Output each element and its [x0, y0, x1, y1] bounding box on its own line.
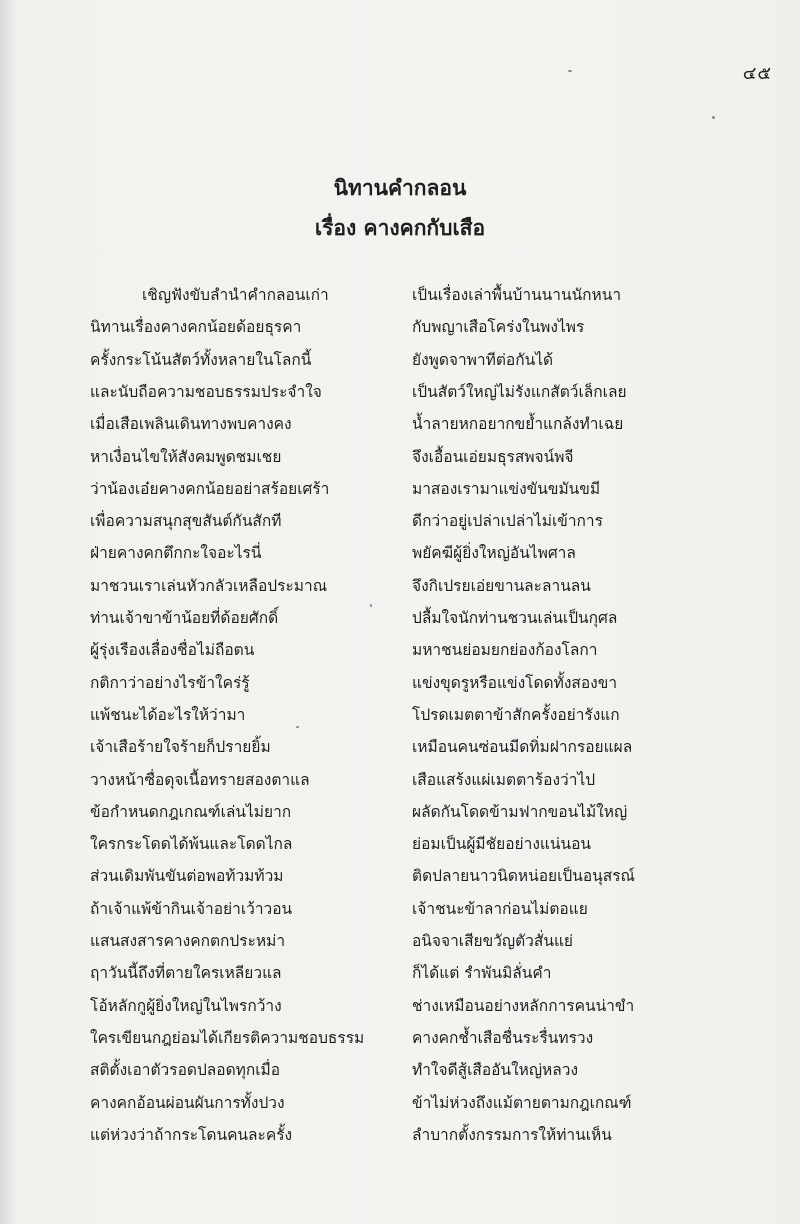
poem-line-first-half: ข้อกำหนดกฎเกณฑ์เล่นไม่ยาก: [90, 802, 292, 821]
poem-line-first-half: และนับถือความชอบธรรมประจำใจ: [90, 382, 322, 401]
poem-line: [0, 282, 800, 314]
poem-line-first-half: เจ้าเสือร้ายใจร้ายก็ปรายยิ้ม: [90, 738, 271, 757]
poem-line-second-half: ก็ได้แต่ รำพันมิลั่นคำ: [412, 964, 552, 983]
poem-line-first-half: ท่านเจ้าขาข้าน้อยที่ด้อยศักดิ์: [90, 609, 279, 627]
poem-line-second-half: เจ้าชนะข้าลาก่อนไม่ตอแย: [412, 899, 588, 918]
poem-line-second-half: เป็นสัตว์ใหญ่ไม่รังแกสัตว์เล็กเลย: [412, 382, 627, 401]
poem-line-first-half: ใครเขียนกฎย่อมได้เกียรติความชอบธรรม: [90, 1028, 365, 1047]
poem-line-second-half: ลำบากตั้งกรรมการให้ท่านเห็น: [412, 1125, 612, 1144]
poem-line: [0, 1122, 800, 1154]
poem-line-second-half: ทำใจดีสู้เสืออันใหญ่หลวง: [412, 1061, 579, 1080]
poem-line: [0, 573, 800, 605]
poem-line-second-half: ข้าไม่ห่วงถึงแม้ตายตามกฎเกณฑ์: [412, 1093, 632, 1112]
poem-line-first-half: แสนสงสารคางคกตกประหม่า: [90, 932, 286, 950]
page-title: นิทานคำกลอน: [333, 175, 467, 200]
poem-line: [0, 863, 800, 895]
poem-line-first-half: แต่ห่วงว่าถ้ากระโดนคนละครั้ง: [90, 1125, 293, 1144]
poem-line-first-half: นิทานเรื่องคางคกน้อยด้อยธุรคา: [90, 318, 302, 337]
poem-line-first-half: เพื่อความสนุกสุขสันต์กันสักที: [90, 512, 282, 531]
poem-line-second-half: ดีกว่าอยู่เปล่าเปล่าไม่เข้าการ: [412, 512, 603, 531]
poem-line: [0, 379, 800, 411]
poem-line-second-half: แข่งขุดรูหรือแข่งโดดทั้งสองขา: [412, 673, 618, 692]
scan-speck: [712, 116, 715, 119]
poem-line-first-half: แพ้ชนะได้อะไรให้ว่ามา: [90, 705, 246, 724]
poem-line-first-half: ครั้งกระโน้นสัตว์ทั้งหลายในโลกนี้: [90, 350, 312, 369]
poem-line-second-half: ปลื้มใจนักท่านชวนเล่นเป็นกุศล: [412, 609, 618, 627]
poem-line: [0, 993, 800, 1025]
poem-line: [0, 347, 800, 379]
poem-line: [0, 1090, 800, 1122]
scan-speck: [568, 70, 572, 72]
poem-line-second-half: ผลัดกันโดดข้ามฟากขอนไม้ใหญ่: [412, 802, 628, 821]
poem-line: [0, 734, 800, 766]
poem-line-second-half: โปรดเมตตาข้าสักครั้งอย่ารังแก: [412, 705, 620, 724]
poem-line-second-half: พยัคฆีผู้ยิ่งใหญ่อันไพศาล: [412, 544, 576, 563]
poem-line-second-half: คางคกช้ำเสือชื่นระรื่นทรวง: [412, 1028, 594, 1047]
poem-line-first-half: ผู้รุ่งเรืองเลื่องชื่อไม่ถือตน: [90, 641, 255, 660]
poem-line: [0, 767, 800, 799]
poem-line-second-half: ย่อมเป็นผู้มีชัยอย่างแน่นอน: [412, 835, 591, 854]
poem-line: [0, 605, 800, 637]
poem-line-first-half: มาชวนเราเล่นหัวกลัวเหลือประมาณ: [90, 576, 328, 595]
poem-line: [0, 540, 800, 572]
poem-line-second-half: เป็นเรื่องเล่าพื้นบ้านนานนักหนา: [412, 286, 622, 304]
poem-line-first-half: โอ้หลักกูผู้ยิ่งใหญ่ในไพรกว้าง: [90, 996, 282, 1015]
poem-line-second-half: ยังพูดจาพาทีต่อกันได้: [412, 350, 554, 369]
poem-line-second-half: เหมือนคนซ่อนมีดทิ่มฝากรอยแผล: [412, 738, 633, 757]
poem-line-first-half: ฤาวันนี้ถึงที่ตายใครเหลียวแล: [90, 964, 282, 983]
poem-line-first-half: วางหน้าซื่อดุจเนื้อทรายสองตาแล: [90, 770, 310, 789]
poem-line-first-half: ส่วนเดิมพันขันต่อพอท้วมท้วม: [90, 867, 284, 886]
poem-line-first-half: ใครกระโดดได้พ้นและโดดไกล: [90, 835, 293, 854]
poem-line-first-half: ถ้าเจ้าแพ้ข้ากินเจ้าอย่าเว้าวอน: [90, 899, 293, 918]
poem-line-second-half: เสือแสร้งแผ่เมตตาร้องว่าไป: [412, 770, 596, 789]
page-number: ๔๕: [742, 63, 772, 84]
poem-line: [0, 1025, 800, 1057]
poem-line: [0, 799, 800, 831]
poem-line-first-half: กติกาว่าอย่างไรข้าใคร่รู้: [90, 673, 250, 692]
poem-line: [0, 928, 800, 960]
poem-line: [0, 637, 800, 669]
poem-line-first-half: สติตั้งเอาตัวรอดปลอดทุกเมื่อ: [90, 1061, 281, 1080]
poem-line-second-half: จึงเอื้อนเอ่ยมธุรสพจน์พจี: [412, 447, 574, 466]
poem-line-second-half: จึงกิเปรยเอ่ยขานละลานลน: [412, 576, 591, 595]
poem-line: [0, 411, 800, 443]
poem-line-first-half: เชิญฟังขับลำนำคำกลอนเก่า: [142, 286, 329, 304]
poem-line-second-half: มหาชนย่อมยกย่องก้องโลกา: [412, 641, 598, 660]
poem-line: [0, 1057, 800, 1089]
poem-line-first-half: เมื่อเสือเพลินเดินทางพบคางคง: [90, 415, 292, 434]
poem-line: [0, 896, 800, 928]
poem-line-first-half: ฝ่ายคางคกตึกกะใจอะไรนี่: [90, 544, 262, 563]
poem-line-first-half: ว่าน้องเอ๋ยคางคกน้อยอย่าสร้อยเศร้า: [90, 479, 330, 498]
poem-line: [0, 831, 800, 863]
poem-line-second-half: น้ำลายหกอยากขย้ำแกล้งทำเฉย: [412, 415, 624, 434]
poem-line: [0, 508, 800, 540]
poem-line-first-half: คางคกอ้อนผ่อนผันการทั้งปวง: [90, 1093, 285, 1112]
poem-line: [0, 702, 800, 734]
poem-line: [0, 960, 800, 992]
poem-line-second-half: กับพญาเสือโคร่งในพงไพร: [412, 318, 585, 337]
poem-line-second-half: ช่างเหมือนอย่างหลักการคนน่าขำ: [412, 996, 635, 1015]
page-subtitle: เรื่อง คางคกกับเสือ: [314, 215, 486, 240]
poem-line-second-half: อนิจจาเสียขวัญตัวสั่นแย่: [412, 932, 574, 950]
poem-line: [0, 444, 800, 476]
poem-line: [0, 476, 800, 508]
poem-line: [0, 314, 800, 346]
poem-line: [0, 670, 800, 702]
poem-line-second-half: ติดปลายนาวนิดหน่อยเป็นอนุสรณ์: [412, 867, 635, 886]
poem-line-first-half: หาเงื่อนไขให้สังคมพูดชมเชย: [90, 447, 282, 466]
poem-line-second-half: มาสองเรามาแข่งขันขมันขมี: [412, 479, 601, 498]
